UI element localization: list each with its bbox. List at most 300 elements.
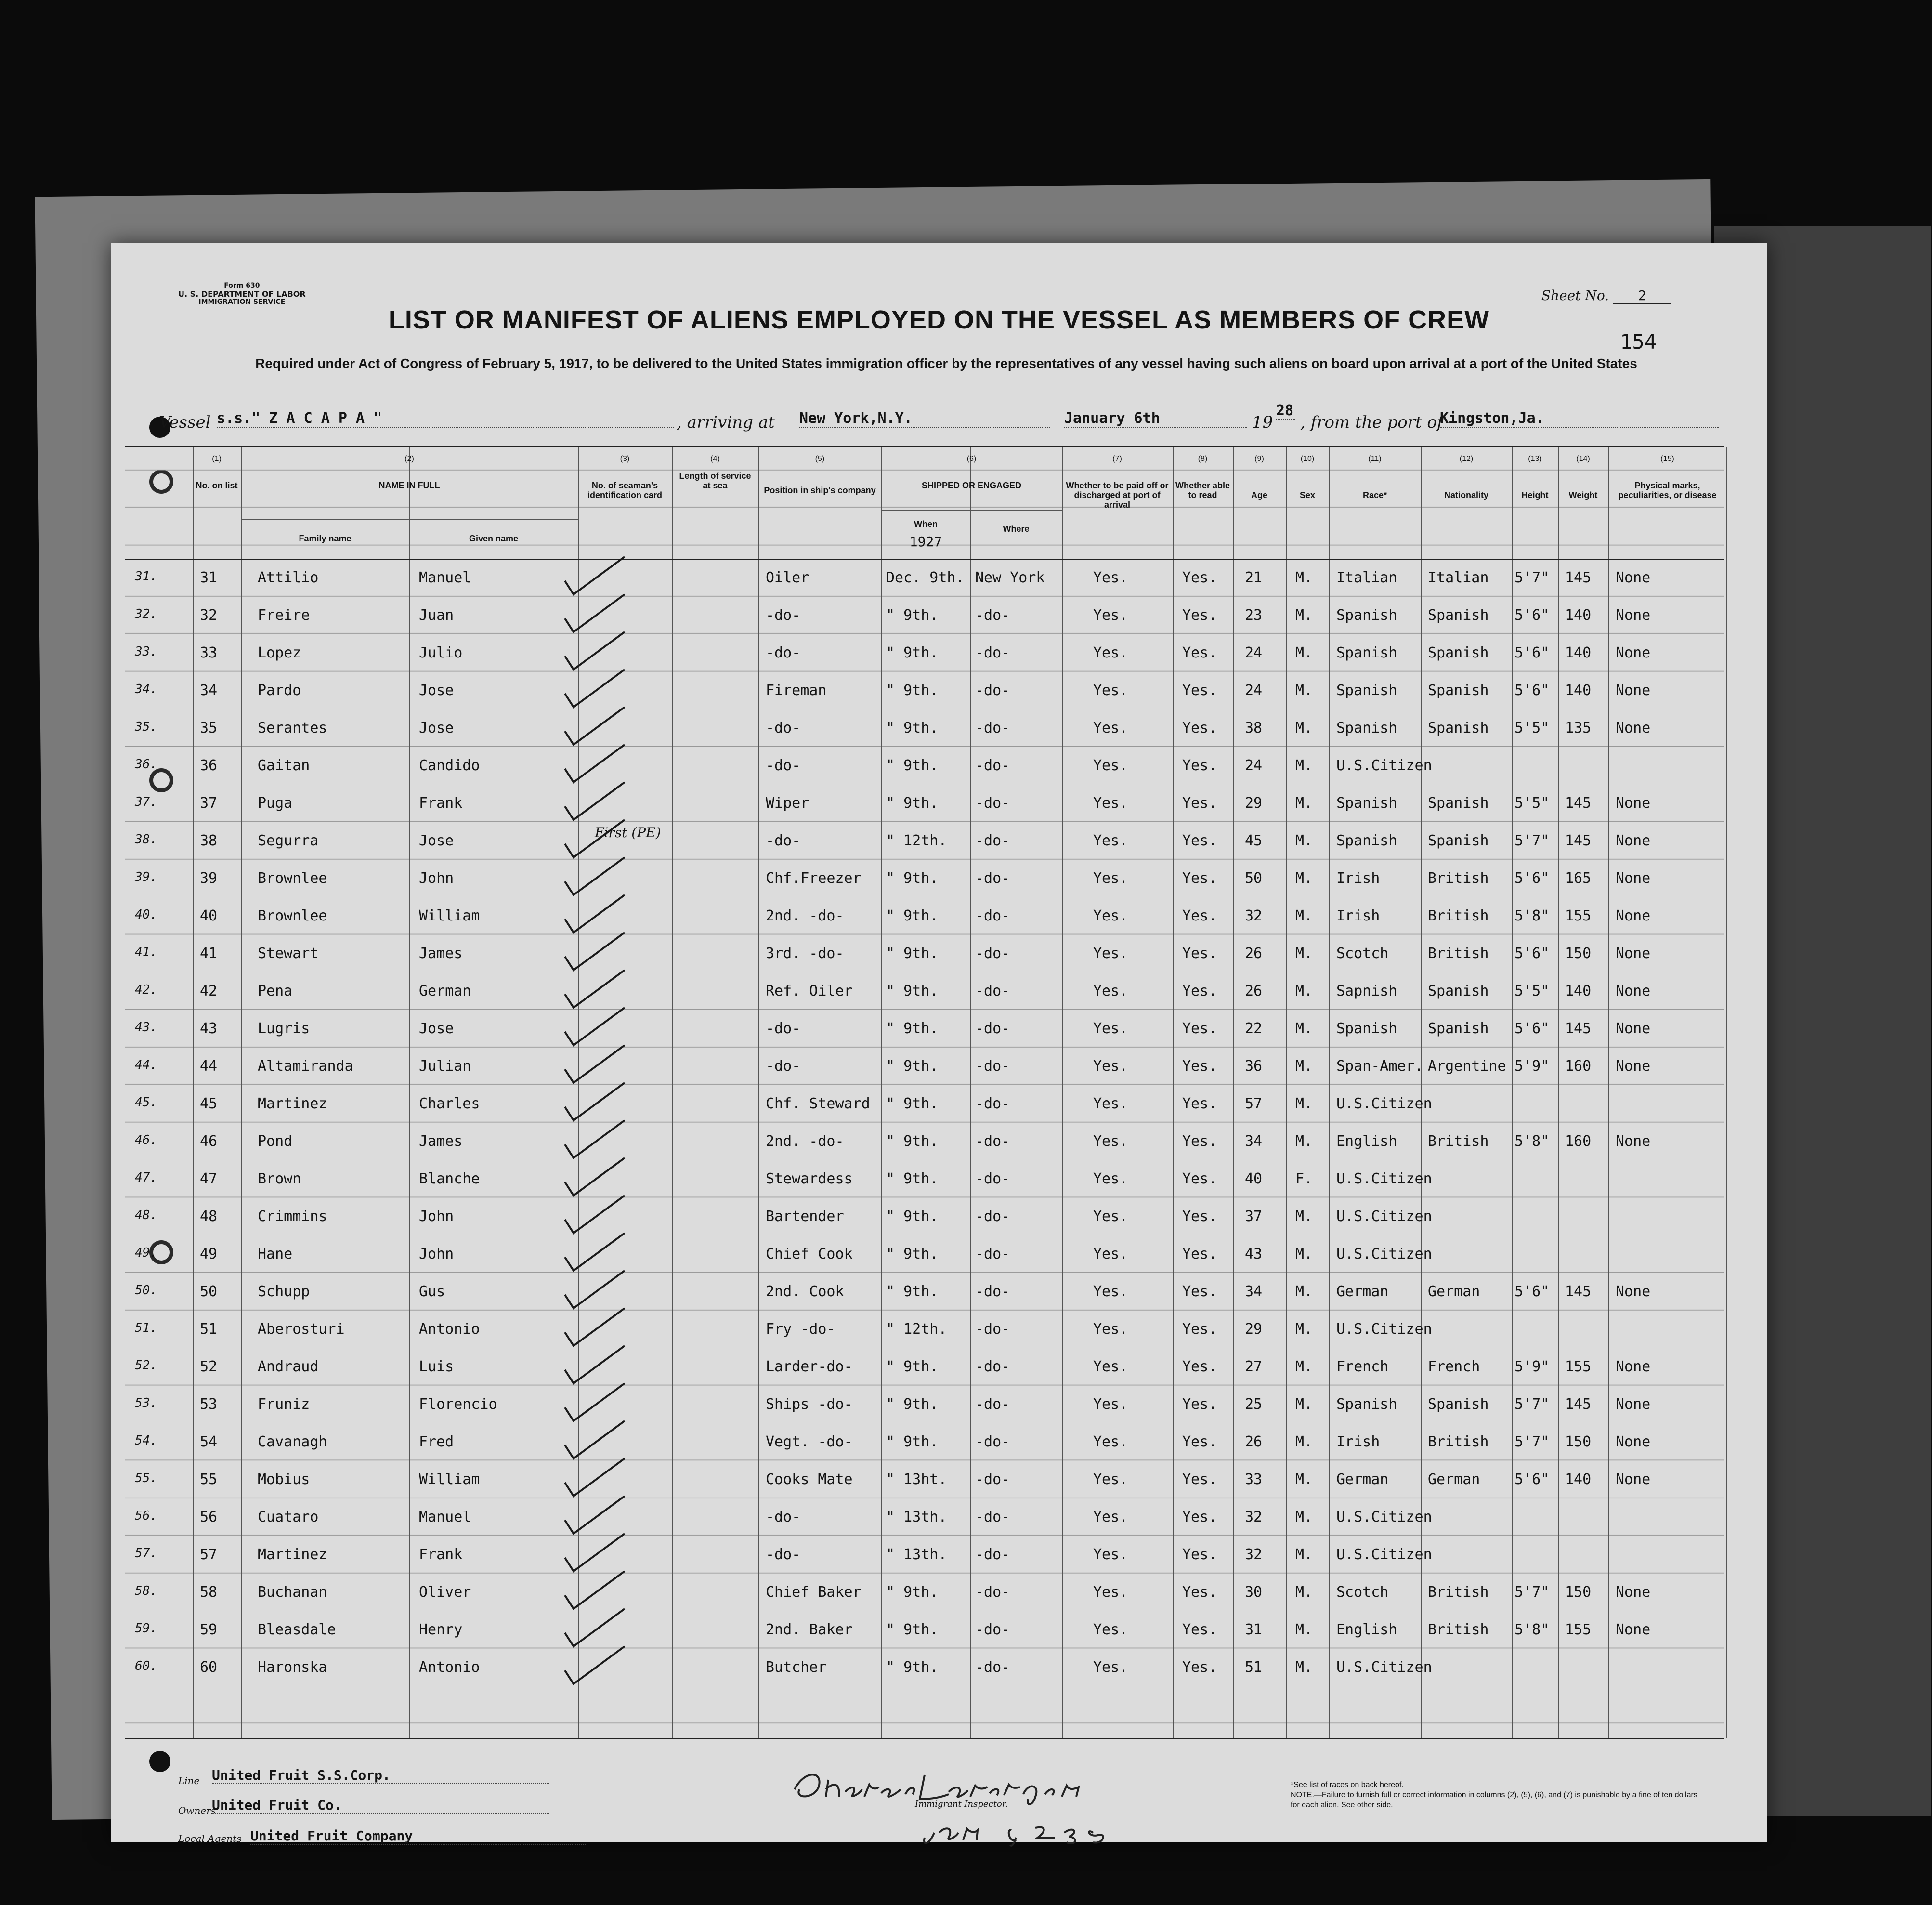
cell-shipped-when: " 9th. [886, 907, 939, 924]
cell-sex: M. [1295, 720, 1313, 736]
cell-physical-marks: None [1616, 795, 1651, 812]
cell-given-name: Frank [419, 795, 463, 812]
cell-race: Spanish [1336, 832, 1397, 849]
cell-position: -do- [766, 1546, 801, 1563]
cell-list-number: 59 [200, 1621, 218, 1638]
cell-family-name: Cuataro [258, 1509, 319, 1525]
cell-paid-off: Yes. [1093, 795, 1128, 812]
cell-family-name: Mobius [258, 1471, 310, 1488]
cell-list-number: 51 [200, 1321, 218, 1338]
cell-line-number: 44. [135, 1058, 157, 1072]
cell-able-to-read: Yes. [1182, 907, 1217, 924]
header-name-in-full: NAME IN FULL [379, 481, 440, 490]
cell-shipped-when: " 13th. [886, 1509, 947, 1525]
cell-family-name: Puga [258, 795, 293, 812]
cell-shipped-when: " 9th. [886, 1584, 939, 1601]
cell-sex: M. [1295, 757, 1313, 774]
cell-height: 5'6" [1514, 870, 1550, 887]
cell-shipped-where: -do- [975, 1321, 1010, 1338]
cell-sex: M. [1295, 1396, 1313, 1413]
cell-given-name: Jose [419, 682, 454, 699]
cell-family-name: Lugris [258, 1020, 310, 1037]
cell-weight: 145 [1565, 795, 1592, 812]
cell-line-number: 37. [135, 795, 157, 809]
cell-shipped-when: " 9th. [886, 682, 939, 699]
cell-position: Chief Cook [766, 1246, 853, 1262]
cell-paid-off: Yes. [1093, 1584, 1128, 1601]
cell-family-name: Attilio [258, 569, 319, 586]
header-when: When [914, 519, 938, 529]
cell-family-name: Serantes [258, 720, 327, 736]
cell-list-number: 35 [200, 720, 218, 736]
cell-weight: 145 [1565, 569, 1592, 586]
cell-line-number: 46. [135, 1133, 157, 1147]
port-label: , from the port of [1300, 413, 1443, 432]
cell-able-to-read: Yes. [1182, 1020, 1217, 1037]
cell-paid-off: Yes. [1093, 1321, 1128, 1338]
cell-position: Fry -do- [766, 1321, 835, 1338]
cell-able-to-read: Yes. [1182, 1170, 1217, 1187]
cell-given-name: Blanche [419, 1170, 480, 1187]
cell-age: 43 [1245, 1246, 1263, 1262]
table-row [125, 1047, 1724, 1085]
cell-sex: M. [1295, 1358, 1313, 1375]
cell-nationality: Italian [1428, 569, 1489, 586]
cell-line-number: 47. [135, 1170, 157, 1185]
cell-physical-marks: None [1616, 1058, 1651, 1075]
cell-family-name: Andraud [258, 1358, 319, 1375]
cell-given-name: James [419, 1133, 463, 1150]
cell-list-number: 53 [200, 1396, 218, 1413]
cell-height: 5'8" [1514, 907, 1550, 924]
cell-height: 5'5" [1514, 720, 1550, 736]
cell-nationality: French [1428, 1358, 1480, 1375]
cell-paid-off: Yes. [1093, 720, 1128, 736]
cell-height: 5'9" [1514, 1358, 1550, 1375]
table-row [125, 1460, 1724, 1498]
cell-position: Ships -do- [766, 1396, 853, 1413]
cell-sex: M. [1295, 682, 1313, 699]
cell-sex: M. [1295, 1058, 1313, 1075]
cell-race: U.S.Citizen [1336, 1546, 1432, 1563]
cell-nationality: British [1428, 1584, 1489, 1601]
cell-physical-marks: None [1616, 607, 1651, 624]
cell-position: -do- [766, 1058, 801, 1075]
cell-able-to-read: Yes. [1182, 832, 1217, 849]
cell-weight: 155 [1565, 1621, 1592, 1638]
cell-sex: M. [1295, 1208, 1313, 1225]
page-subtitle: Required under Act of Congress of February 5, 1917, to be delivered to the United States immigration officer by the representatives of any vessel having such aliens on board upon arrival at a port of the United States [255, 356, 1637, 371]
cell-family-name: Martinez [258, 1546, 327, 1563]
cell-physical-marks: None [1616, 644, 1651, 661]
cell-shipped-when: " 9th. [886, 1358, 939, 1375]
cell-shipped-when: " 9th. [886, 644, 939, 661]
cell-race: Spanish [1336, 795, 1397, 812]
cell-shipped-when: " 9th. [886, 607, 939, 624]
cell-given-name: German [419, 983, 471, 999]
cell-given-name: Jose [419, 720, 454, 736]
cell-height: 5'9" [1514, 1058, 1550, 1075]
cell-shipped-when: " 9th. [886, 1020, 939, 1037]
cell-position: Stewardess [766, 1170, 853, 1187]
arriving-label: , arriving at [677, 413, 775, 432]
column-number: (3) [620, 455, 630, 463]
cell-paid-off: Yes. [1093, 644, 1128, 661]
cell-paid-off: Yes. [1093, 1546, 1128, 1563]
cell-race: U.S.Citizen [1336, 1170, 1432, 1187]
cell-weight: 150 [1565, 1584, 1592, 1601]
cell-shipped-when: " 13th. [886, 1546, 947, 1563]
cell-list-number: 57 [200, 1546, 218, 1563]
cell-able-to-read: Yes. [1182, 720, 1217, 736]
sheet-label: Sheet No. [1541, 288, 1609, 303]
binder-hole [149, 1751, 170, 1772]
cell-nationality: British [1428, 907, 1489, 924]
cell-shipped-where: -do- [975, 1283, 1010, 1300]
cell-age: 31 [1245, 1621, 1263, 1638]
cell-nationality: Spanish [1428, 720, 1489, 736]
cell-line-number: 57. [135, 1546, 157, 1561]
header-paid-off: Whether to be paid off or discharged at port of arrival [1066, 481, 1169, 510]
cell-height: 5'6" [1514, 607, 1550, 624]
cell-nationality: Spanish [1428, 1020, 1489, 1037]
cell-list-number: 44 [200, 1058, 218, 1075]
header-divider [881, 510, 1062, 511]
cell-sex: F. [1295, 1170, 1313, 1187]
cell-shipped-when: " 12th. [886, 1321, 947, 1338]
header-where: Where [1003, 524, 1030, 534]
vessel-label: Vessel [159, 413, 211, 432]
cell-line-number: 34. [135, 682, 157, 696]
cell-line-number: 40. [135, 907, 157, 922]
cell-shipped-where: -do- [975, 1020, 1010, 1037]
cell-able-to-read: Yes. [1182, 1358, 1217, 1375]
cell-race: Italian [1336, 569, 1397, 586]
cell-position: Oiler [766, 569, 809, 586]
cell-age: 57 [1245, 1095, 1263, 1112]
sheet-value: 2 [1613, 288, 1671, 304]
column-number: (6) [966, 455, 977, 463]
cell-position: Fireman [766, 682, 827, 699]
cell-given-name: John [419, 1208, 454, 1225]
cell-physical-marks: None [1616, 682, 1651, 699]
cell-shipped-where: -do- [975, 1170, 1010, 1187]
cell-list-number: 46 [200, 1133, 218, 1150]
column-number: (8) [1198, 455, 1208, 463]
cell-sex: M. [1295, 1584, 1313, 1601]
header-length-of-service: Length of service at sea [679, 471, 751, 490]
cell-sex: M. [1295, 1546, 1313, 1563]
cell-race: French [1336, 1358, 1389, 1375]
cell-weight: 150 [1565, 945, 1592, 962]
cell-shipped-where: -do- [975, 1621, 1010, 1638]
cell-sex: M. [1295, 1095, 1313, 1112]
cell-sex: M. [1295, 1471, 1313, 1488]
cell-race: U.S.Citizen [1336, 757, 1432, 774]
table-row [125, 1122, 1724, 1160]
cell-family-name: Buchanan [258, 1584, 327, 1601]
cell-family-name: Freire [258, 607, 310, 624]
cell-able-to-read: Yes. [1182, 1396, 1217, 1413]
cell-shipped-when: " 9th. [886, 870, 939, 887]
cell-height: 5'8" [1514, 1133, 1550, 1150]
cell-able-to-read: Yes. [1182, 870, 1217, 887]
table-row [125, 634, 1724, 671]
cell-position: Ref. Oiler [766, 983, 853, 999]
cell-able-to-read: Yes. [1182, 1433, 1217, 1450]
cell-age: 23 [1245, 607, 1263, 624]
cell-nationality: Spanish [1428, 644, 1489, 661]
cell-shipped-when: " 9th. [886, 1058, 939, 1075]
cell-race: Spanish [1336, 1396, 1397, 1413]
cell-physical-marks: None [1616, 1396, 1651, 1413]
service: IMMIGRATION SERVICE [198, 298, 286, 306]
cell-race: Spanish [1336, 644, 1397, 661]
cell-nationality: Spanish [1428, 607, 1489, 624]
cell-race: Spanish [1336, 607, 1397, 624]
table-row [125, 1010, 1724, 1047]
cell-race: German [1336, 1471, 1389, 1488]
cell-position: Chf. Steward [766, 1095, 870, 1112]
cell-sex: M. [1295, 1321, 1313, 1338]
cell-paid-off: Yes. [1093, 1283, 1128, 1300]
cell-age: 33 [1245, 1471, 1263, 1488]
cell-shipped-where: -do- [975, 870, 1010, 887]
cell-physical-marks: None [1616, 832, 1651, 849]
cell-shipped-where: -do- [975, 945, 1010, 962]
cell-nationality: British [1428, 945, 1489, 962]
cell-weight: 145 [1565, 1020, 1592, 1037]
cell-given-name: Charles [419, 1095, 480, 1112]
column-number: (4) [710, 455, 720, 463]
cell-age: 50 [1245, 870, 1263, 887]
cell-age: 22 [1245, 1020, 1263, 1037]
cell-race: U.S.Citizen [1336, 1321, 1432, 1338]
table-row [125, 747, 1724, 784]
races-note: *See list of races on back hereof. [1291, 1781, 1404, 1789]
cell-shipped-when: " 9th. [886, 945, 939, 962]
cell-height: 5'6" [1514, 1471, 1550, 1488]
cell-shipped-where: -do- [975, 832, 1010, 849]
cell-line-number: 51. [135, 1321, 157, 1335]
cell-list-number: 34 [200, 682, 218, 699]
table-row [125, 822, 1724, 859]
column-number: (10) [1300, 455, 1315, 463]
table-row [125, 1385, 1724, 1423]
cell-able-to-read: Yes. [1182, 1208, 1217, 1225]
cell-sex: M. [1295, 795, 1313, 812]
agents-label: Local Agents [178, 1833, 242, 1844]
cell-race: Irish [1336, 907, 1380, 924]
cell-family-name: Pond [258, 1133, 293, 1150]
cell-family-name: Haronska [258, 1659, 327, 1676]
cell-paid-off: Yes. [1093, 1621, 1128, 1638]
column-number: (13) [1528, 455, 1542, 463]
cell-given-name: Julio [419, 644, 463, 661]
cell-position: -do- [766, 757, 801, 774]
cell-line-number: 33. [135, 644, 157, 659]
cell-position: Larder-do- [766, 1358, 853, 1375]
column-number: (11) [1368, 455, 1382, 463]
cell-paid-off: Yes. [1093, 1133, 1128, 1150]
cell-position: Chief Baker [766, 1584, 862, 1601]
cell-shipped-where: -do- [975, 1546, 1010, 1563]
cell-nationality: Spanish [1428, 983, 1489, 999]
cell-paid-off: Yes. [1093, 870, 1128, 887]
cell-line-number: 45. [135, 1095, 157, 1110]
cell-race: U.S.Citizen [1336, 1659, 1432, 1676]
cell-given-name: Manuel [419, 1509, 471, 1525]
page-number: 154 [1620, 330, 1657, 354]
cell-position: Chf.Freezer [766, 870, 862, 887]
cell-sex: M. [1295, 1246, 1313, 1262]
cell-sex: M. [1295, 1659, 1313, 1676]
cell-age: 36 [1245, 1058, 1263, 1075]
year: 28 [1276, 402, 1295, 420]
cell-shipped-where: -do- [975, 1358, 1010, 1375]
cell-able-to-read: Yes. [1182, 757, 1217, 774]
cell-shipped-where: -do- [975, 720, 1010, 736]
cell-given-name: John [419, 870, 454, 887]
cell-list-number: 58 [200, 1584, 218, 1601]
manifest-page [111, 243, 1767, 1842]
cell-list-number: 48 [200, 1208, 218, 1225]
cell-shipped-where: -do- [975, 1133, 1010, 1150]
cell-race: U.S.Citizen [1336, 1246, 1432, 1262]
cell-shipped-when: " 13ht. [886, 1471, 947, 1488]
cell-paid-off: Yes. [1093, 832, 1128, 849]
cell-race: Irish [1336, 870, 1380, 887]
cell-shipped-where: -do- [975, 1584, 1010, 1601]
header-height: Height [1521, 490, 1549, 500]
cell-position: Wiper [766, 795, 809, 812]
cell-race: Scotch [1336, 945, 1389, 962]
cell-list-number: 56 [200, 1509, 218, 1525]
cell-race: Spanish [1336, 1020, 1397, 1037]
cell-able-to-read: Yes. [1182, 1095, 1217, 1112]
cell-physical-marks: None [1616, 983, 1651, 999]
cell-physical-marks: None [1616, 1283, 1651, 1300]
cell-list-number: 42 [200, 983, 218, 999]
cell-family-name: Pardo [258, 682, 301, 699]
cell-family-name: Crimmins [258, 1208, 327, 1225]
cell-shipped-where: -do- [975, 1396, 1010, 1413]
cell-line-number: 52. [135, 1358, 157, 1373]
page-title: LIST OR MANIFEST OF ALIENS EMPLOYED ON THE VESSEL AS MEMBERS OF CREW [388, 305, 1490, 334]
cell-line-number: 43. [135, 1020, 157, 1035]
cell-family-name: Altamiranda [258, 1058, 353, 1075]
cell-able-to-read: Yes. [1182, 795, 1217, 812]
cell-able-to-read: Yes. [1182, 1246, 1217, 1262]
cell-race: Spanish [1336, 720, 1397, 736]
cell-line-number: 32. [135, 607, 157, 621]
cell-shipped-when: " 9th. [886, 1659, 939, 1676]
column-number: (5) [815, 455, 825, 463]
header-able-to-read: Whether able to read [1175, 481, 1230, 500]
cell-shipped-where: -do- [975, 1246, 1010, 1262]
check-mark-icon [561, 1642, 628, 1687]
cell-age: 34 [1245, 1283, 1263, 1300]
department: U. S. DEPARTMENT OF LABOR [178, 289, 306, 299]
cell-race: Sapnish [1336, 983, 1397, 999]
header-race: Race* [1362, 490, 1387, 500]
cell-shipped-where: New York [975, 569, 1045, 586]
cell-weight: 155 [1565, 1358, 1592, 1375]
table-row [125, 1197, 1724, 1235]
cell-paid-off: Yes. [1093, 757, 1128, 774]
cell-able-to-read: Yes. [1182, 1321, 1217, 1338]
cell-height: 5'7" [1514, 1433, 1550, 1450]
cell-age: 51 [1245, 1659, 1263, 1676]
cell-weight: 160 [1565, 1133, 1592, 1150]
cell-able-to-read: Yes. [1182, 983, 1217, 999]
cell-age: 27 [1245, 1358, 1263, 1375]
cell-age: 32 [1245, 907, 1263, 924]
cell-able-to-read: Yes. [1182, 607, 1217, 624]
table-row [125, 1235, 1724, 1273]
cell-position: Cooks Mate [766, 1471, 853, 1488]
column-number: (7) [1112, 455, 1122, 463]
column-number: (9) [1254, 455, 1264, 463]
cell-able-to-read: Yes. [1182, 1621, 1217, 1638]
cell-list-number: 49 [200, 1246, 218, 1262]
cell-physical-marks: None [1616, 720, 1651, 736]
header-divider [241, 519, 578, 520]
table-row [125, 1423, 1724, 1460]
table-row [125, 1160, 1724, 1197]
cell-shipped-where: -do- [975, 983, 1010, 999]
cell-nationality: British [1428, 1133, 1489, 1150]
cell-sex: M. [1295, 983, 1313, 999]
cell-given-name: Julian [419, 1058, 471, 1075]
cell-given-name: Juan [419, 607, 454, 624]
cell-sex: M. [1295, 644, 1313, 661]
header-when-year: 1927 [909, 534, 942, 550]
cell-weight: 145 [1565, 832, 1592, 849]
cell-line-number: 60. [135, 1659, 157, 1673]
cell-position: -do- [766, 720, 801, 736]
cell-given-name: Gus [419, 1283, 445, 1300]
cell-list-number: 38 [200, 832, 218, 849]
crew-table [125, 446, 1724, 1739]
cell-paid-off: Yes. [1093, 983, 1128, 999]
cell-race: English [1336, 1133, 1397, 1150]
cell-physical-marks: None [1616, 1133, 1651, 1150]
cell-height: 5'7" [1514, 569, 1550, 586]
cell-physical-marks: None [1616, 1471, 1651, 1488]
owners-label: Owners [178, 1805, 216, 1816]
cell-list-number: 43 [200, 1020, 218, 1037]
cell-sex: M. [1295, 1133, 1313, 1150]
cell-nationality: Spanish [1428, 832, 1489, 849]
cell-height: 5'7" [1514, 1396, 1550, 1413]
table-row [125, 859, 1724, 897]
cell-age: 32 [1245, 1509, 1263, 1525]
cell-age: 29 [1245, 1321, 1263, 1338]
table-row [125, 1536, 1724, 1573]
cell-shipped-where: -do- [975, 757, 1010, 774]
cell-shipped-when: Dec. 9th. [886, 569, 965, 586]
cell-position: -do- [766, 644, 801, 661]
cell-family-name: Lopez [258, 644, 301, 661]
arrival-date: January 6th [1064, 410, 1247, 428]
cell-position: -do- [766, 832, 801, 849]
cell-given-name: Frank [419, 1546, 463, 1563]
cell-family-name: Aberosturi [258, 1321, 345, 1338]
cell-line-number: 41. [135, 945, 157, 959]
header-position: Position in ship's company [764, 486, 876, 495]
cell-given-name: Henry [419, 1621, 463, 1638]
